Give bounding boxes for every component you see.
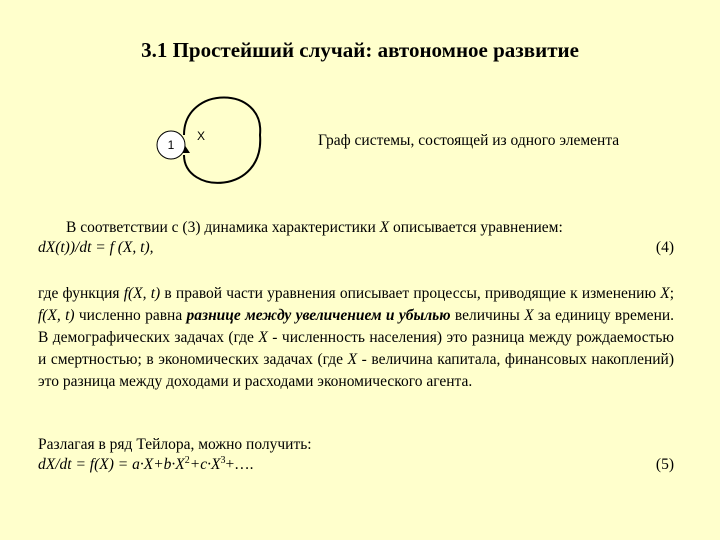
graph-caption: Граф системы, состоящей из одного элемента (318, 132, 620, 149)
graph-diagram (140, 90, 280, 200)
slide-title: 3.1 Простейший случай: автономное развитие (141, 38, 579, 62)
system-graph (140, 90, 280, 200)
node-label: 1 (167, 138, 175, 152)
edge-label: X (197, 129, 206, 143)
equation-5-formula: $dX/dt = f(X) = a\cdot X+b\cdot X^2+c\cdot X^3+\dots$. (38, 454, 254, 473)
equation-4 (38, 239, 674, 257)
equation-4-formula: dX(t))/dt = f (X, t), (38, 239, 154, 256)
taylor-text: Разлагая в ряд Тейлора, можно получить: (38, 436, 312, 453)
self-loop-edge (184, 98, 260, 183)
equation-5-number: (5) (655, 456, 674, 473)
equation-5 (38, 456, 674, 474)
explanation-paragraph: где функция f(X, t) в правой части уравнения описывает процессы, приводящие к изменению X; f(X, t) численно равна разнице между увеличением и убылью величины X за единицу времени. В демографических задачах (где X - численность населения) это разница между рождаемостью и смертностью; в экономических задачах (где X - величина капитала, финансовых накоплений) это разница между доходами и расходами экономического агента. (38, 285, 675, 390)
emphasis-text: разнице между увеличением и убылью (186, 307, 451, 324)
equation-4-number: (4) (655, 239, 674, 256)
intro-paragraph: В соответствии с (3) динамика характеристики X описывается уравнением: (66, 219, 563, 236)
